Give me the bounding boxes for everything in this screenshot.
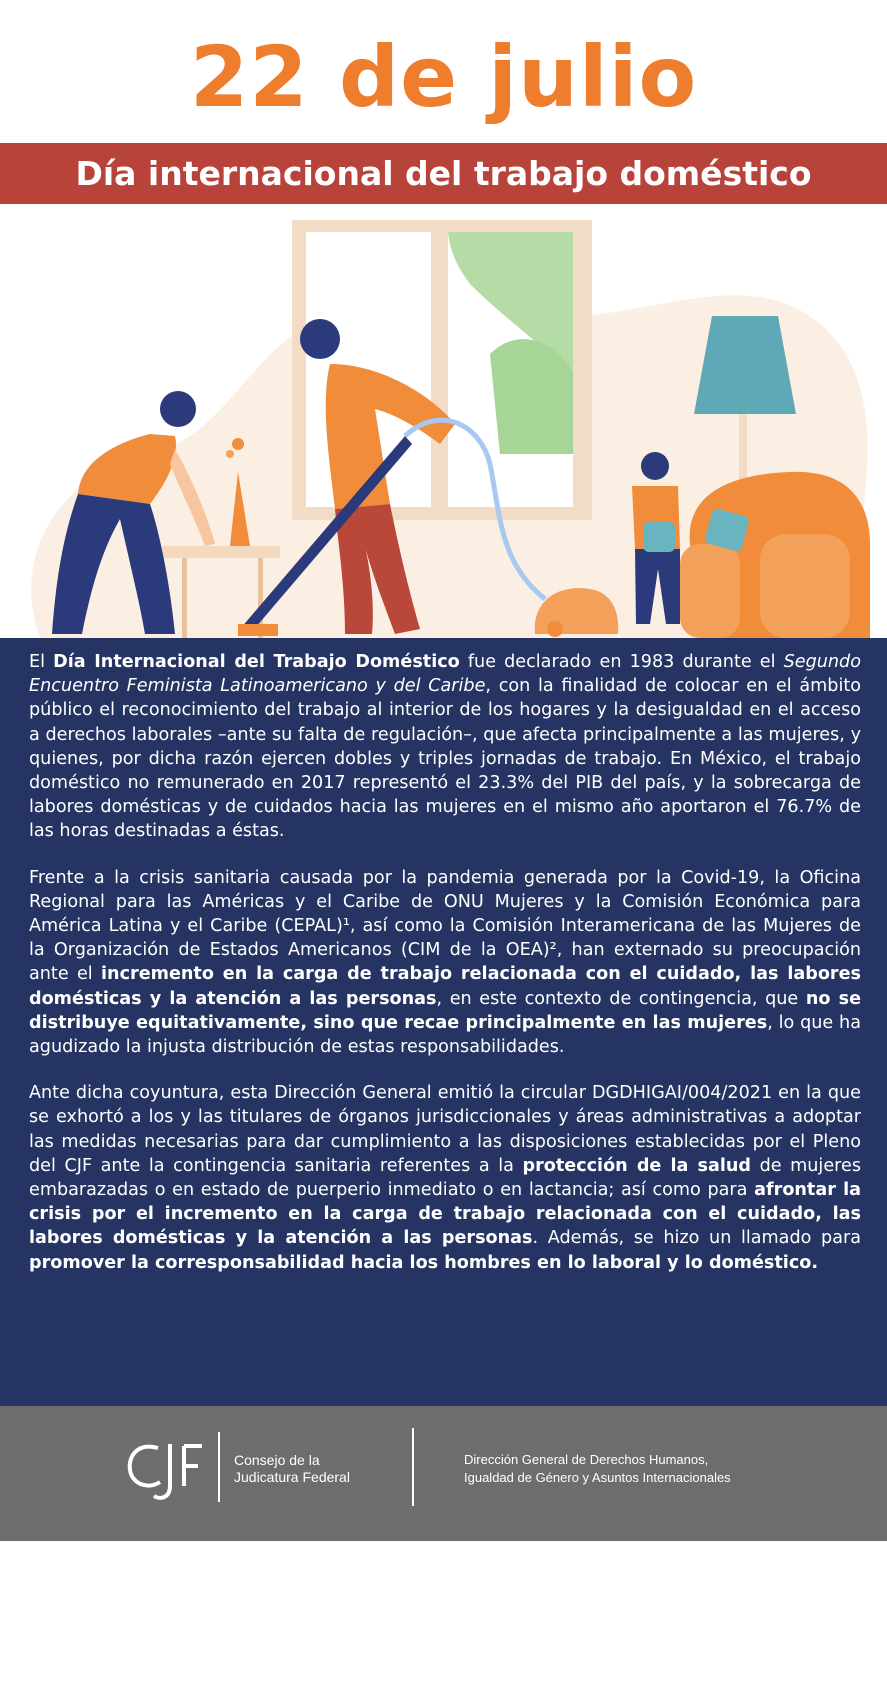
text-run: fue declarado en 1983 durante el <box>459 652 784 672</box>
body-text <box>29 650 861 1297</box>
armchair-icon <box>680 472 870 638</box>
footnote-1: 1 Disponible en: Cuidados en América Latina y el Caribe en tiempos de COVID-19. Hacia sistemas integrales para fortalecer la respuesta de la recuperación <box>29 1669 758 1681</box>
org-line-1: Consejo de la <box>234 1452 320 1468</box>
subtitle-banner <box>0 143 887 204</box>
text-run: El <box>29 652 54 672</box>
text-run: Frente a la crisis sanitaria causada por la pandemia generada por la Covid-19, la Oficina Regional para las Américas y el Caribe de ONU Mujeres y la Comisión Económica para América Latina y el Caribe (CEPAL)¹, así como la Comisión Interamericana de las Mujeres de la Organización de Estados Americanos (CIM de la OEA)², han externado su preocupación ante el <box>29 867 861 985</box>
subtitle-text: Día internacional del trabajo doméstico <box>75 154 812 193</box>
paragraph-3 <box>29 1081 861 1275</box>
family-cleaning-illustration <box>0 204 887 638</box>
paragraph-1 <box>29 650 861 844</box>
text-run: protección de la salud <box>522 1155 751 1176</box>
footnote-2: 2 Disponible en: COVID-19 en la vida de las mujeres. Razones para reconocer los impactos diferenciados <box>29 1683 523 1695</box>
department-name <box>464 1451 731 1487</box>
text-run: Día Internacional del Trabajo Doméstico <box>53 652 460 672</box>
page-title: 22 de julio <box>189 28 698 126</box>
org-line-2: Judicatura Federal <box>234 1469 350 1485</box>
text-run: Segundo Encuentro Feminista Latinoamericano y del Caribe <box>29 652 861 697</box>
text-run: . Además, se hizo un llamado para <box>532 1228 861 1249</box>
footer-divider <box>412 1428 414 1506</box>
text-run: , en este contexto de contingencia, que <box>436 988 806 1009</box>
text-run: no se distribuye equitativamente, sino que recae principalmente en las mujeres <box>29 988 861 1033</box>
footer-divider <box>218 1432 220 1502</box>
footer <box>0 1406 887 1541</box>
paragraph-2 <box>29 866 861 1060</box>
text-run: Ante dicha coyuntura, esta Dirección General emitió la circular DGDHIGAI/004/2021 en la que se exhortó a los y las titulares de órganos jurisdiccionales y áreas administrativas a adoptar las medidas necesarias para dar cumplimiento a las disposiciones establecidas por el Pleno del CJF ante la contingencia sanitaria referentes a la <box>29 1083 861 1176</box>
org-name <box>234 1452 350 1486</box>
footnotes <box>29 1668 869 1696</box>
dept-line-2: Igualdad de Género y Asuntos Internacionales <box>464 1470 731 1485</box>
footnote-rule <box>29 1664 275 1665</box>
cjf-logo-icon <box>126 1436 204 1504</box>
text-run: , con la finalidad de colocar en el ámbito público el reconocimiento del trabajo al interior de los hogares y la desigualdad en el acceso a derechos laborales –ante su falta de regulación–, que afecta principalmente a las mujeres, y quienes, por dicha razón ejercen dobles y triples jornadas de trabajo. En México, el trabajo doméstico no remunerado en 2017 representó el 23.3% del PIB del país, y la sobrecarga de labores domésticas y de cuidados hacia las mujeres en el mismo año aportaron el 76.7% de las horas destinadas a éstas. <box>29 676 861 842</box>
dept-line-1: Dirección General de Derechos Humanos, <box>464 1452 709 1467</box>
text-run: promover la corresponsabilidad hacia los hombres en lo laboral y lo doméstico. <box>29 1252 819 1273</box>
text-run: afrontar la crisis por el incremento en la carga de trabajo relacionada con el cuidado, las labores domésticas y la atención a las personas <box>29 1180 861 1249</box>
text-run: de mujeres embarazadas o en estado de puerperio inmediato o en lactancia; así como para <box>29 1155 861 1201</box>
text-run: , lo que ha agudizado la injusta distribución de estas responsabilidades. <box>29 1012 861 1058</box>
text-run: incremento en la carga de trabajo relacionada con el cuidado, las labores domésticas y la atención a las personas <box>29 964 862 1009</box>
